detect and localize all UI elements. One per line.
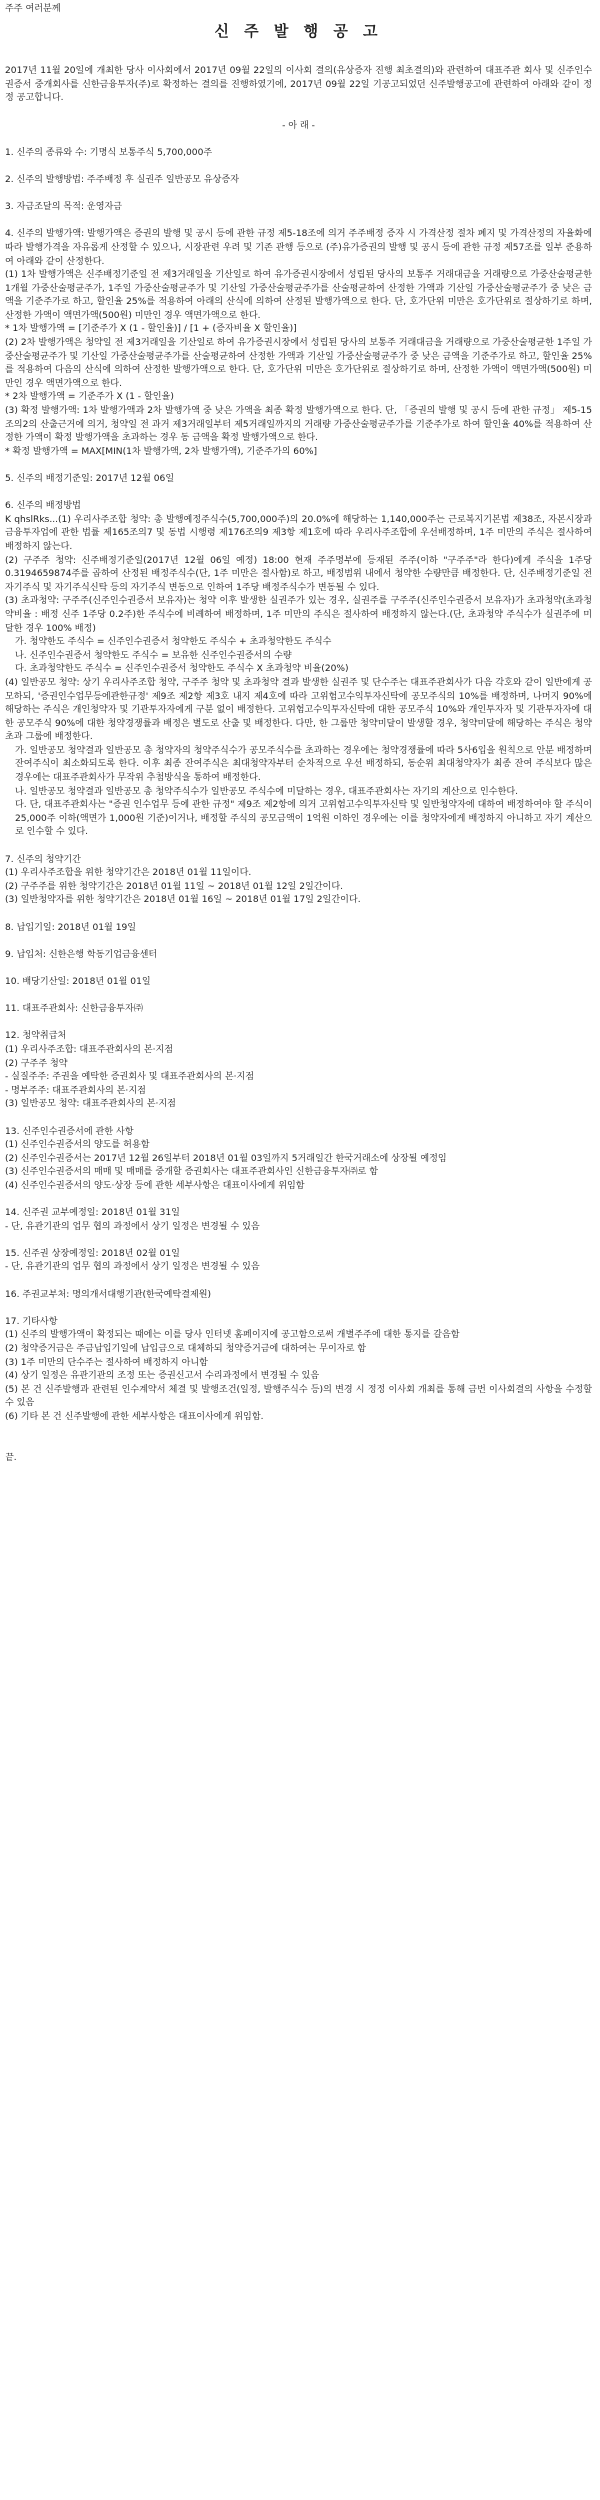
item-12-line: - 실질주주: 주권을 예탁한 증권회사 및 대표주관회사의 본·지점 [5, 1072, 255, 1083]
item-4-formula-1: * 1차 발행가액 = [기준주가 X (1 - 할인율)] / [1 + (증자비율 X 할인율)] [5, 324, 297, 335]
item-13-line: (3) 신주인수권증서의 매매 및 매매를 중개할 증권회사는 대표주관회사인 신한금융투자㈜로 함 [5, 1167, 379, 1178]
item-13-line: (2) 신주인수권증서는 2017년 12월 26일부터 2018년 01월 03일까지 5거래일간 한국거래소에 상장될 예정임 [5, 1153, 447, 1164]
item-1: 1. 신주의 종류와 수: 기명식 보통주식 5,700,000주 [5, 147, 213, 158]
center-label: - 아 래 - [282, 120, 315, 131]
item-13 [5, 1126, 592, 1194]
item-14-note: - 단, 유관기관의 업무 협의 과정에서 상기 일정은 변경될 수 있음 [5, 1221, 260, 1232]
item-6-line: 다. 단, 대표주관회사는 "증권 인수업무 등에 관한 규정" 제9조 제2항에 의거 고위험고수익투자신탁 및 일반청약자에 대하여 배정하여야 할 주식이 25,000주 이하(액면가 1,000원 기준)이거나, 배정할 주식의 공모금액이 1억원 이하인 경우에는 이를 청약자에게 배정하지 아니하고 자기 계산으로 인수할 수 있다. [15, 800, 592, 838]
greeting: 주주 여러분께 [5, 4, 61, 14]
item-11: 11. 대표주관회사: 신한금융투자㈜ [5, 1004, 143, 1015]
item-8: 8. 납입기일: 2018년 01월 19일 [5, 922, 137, 933]
item-12-heading: 12. 청약취급처 [5, 1031, 67, 1042]
item-6-line: 나. 일반공모 청약결과 일반공모 총 청약주식수가 일반공모 주식수에 미달하는 경우, 대표주관회사는 자기의 계산으로 인수한다. [15, 786, 519, 797]
item-12-line: (1) 우리사주조합: 대표주관회사의 본·지점 [5, 1044, 174, 1055]
item-6-heading: 6. 신주의 배정방법 [5, 501, 81, 512]
item-17-line: (3) 1주 미만의 단수주는 절사하여 배정하지 아니함 [5, 1357, 208, 1368]
item-13-line: (4) 신주인수권증서의 양도·상장 등에 관한 세부사항은 대표이사에게 위임함 [5, 1180, 305, 1191]
item-14-heading: 14. 신주권 교부예정일: 2018년 01월 31일 [5, 1208, 180, 1219]
item-6-line: K qhslRks...(1) 우리사주조합 청약: 총 발행예정주식수(5,700,000주)의 20.0%에 해당하는 1,140,000주는 근로복지기본법 제38조, 자본시장과 금융투자업에 관한 법률 제165조의7 및 동법 시행령 제176조의9 제3항 제1호에 따라 우리사주조합에 우선배정하며, 1주 미만의 주식은 절사하여 배정하지 않는다. [5, 514, 592, 552]
page-title: 신 주 발 행 공 고 [214, 21, 383, 40]
item-6-line: 가. 일반공모 청약결과 일반공모 총 청약자의 청약주식수가 공모주식수를 초과하는 경우에는 청약경쟁률에 따라 5사6입을 원칙으로 안분 배정하며 잔여주식이 최소화되도록 한다. 이후 최종 잔여주식은 최대청약자부터 순차적으로 우선 배정하되, 동순위 최대청약자가 최종 잔여 주식보다 많은 경우에는 대표주관회사가 무작위 추첨방식을 통하여 배정한다. [15, 745, 592, 784]
item-6 [5, 500, 592, 840]
item-12-line: (3) 일반공모 청약: 대표주관회사의 본·지점 [5, 1099, 176, 1110]
item-4-formula-2: * 2차 발행가액 = 기준주가 X (1 - 할인율) [5, 392, 174, 403]
intro-paragraph: 2017년 11월 20일에 개최한 당사 이사회에서 2017년 09월 22일의 이사회 결의(유상증자 진행 최초결의)와 관련하여 대표주관 회사 및 신주인수권증서 중개회사를 신한금융투자(주)로 확정하는 결의를 진행하였기에, 2017년 09월 22일 기공고되었던 신주발행공고에 관련하여 아래와 같이 정정 공고합니다. [5, 66, 592, 104]
item-16: 16. 주권교부처: 명의개서대행기관(한국예탁결제원) [5, 1289, 212, 1300]
closing-mark: 끝. [5, 1452, 17, 1463]
item-12-line: (2) 구주주 청약 [5, 1058, 68, 1069]
item-4-formula-3: * 확정 발행가액 = MAX[MIN(1차 발행가액, 2차 발행가액), 기준주가의 60%] [5, 446, 318, 457]
item-2: 2. 신주의 발행방법: 주주배정 후 실권주 일반공모 유상증자 [5, 174, 240, 185]
item-17-line: (2) 청약증거금은 주금납입기일에 납입금으로 대체하되 청약증거금에 대하여는 무이자로 함 [5, 1344, 367, 1354]
item-12 [5, 1030, 592, 1112]
item-6-line: (4) 일반공모 청약: 상기 우리사주조합 청약, 구주주 청약 및 초과청약 결과 발생한 실권주 및 단수주는 대표주관회사가 다음 각호와 같이 일반에게 공모하되, '증권인수업무등에관한규정' 제9조 제2항 제3호 내지 제4호에 따라 고위험고수익투자신탁에 공모주식의 10%를 배정하며, 나머지 90%에 해당하는 주식은 개인청약자 및 기관투자자에게 구분 없이 배정한다. 고위험고수익투자신탁에 대한 공모주식 10%와 개인투자자 및 기관투자자에 대한 공모주식 90%에 대한 청약경쟁률과 배정은 별도로 산출 및 배정한다. 다만, 한 그룹만 청약미달이 발생할 경우, 청약미달에 해당하는 주식은 청약초과 그룹에 배정한다. [5, 677, 592, 743]
item-5: 5. 신주의 배정기준일: 2017년 12월 06일 [5, 474, 175, 484]
item-15-heading: 15. 신주권 상장예정일: 2018년 02월 01일 [5, 1248, 180, 1259]
item-9: 9. 납입처: 신한은행 학동기업금융센터 [5, 949, 158, 960]
item-10: 10. 배당기산일: 2018년 01월 01일 [5, 976, 151, 987]
item-17-line: (1) 신주의 발행가액이 확정되는 때에는 이를 당사 인터넷 홈페이지에 공고함으로써 개별주주에 대한 통지를 갈음함 [5, 1330, 460, 1341]
item-6-line: (3) 초과청약: 구주주(신주인수권증서 보유자)는 청약 이후 발생한 실권주가 있는 경우, 실권주를 구주주(신주인수권증서 보유자)가 초과청약(초과청약비율 : 배정 신주 1주당 0.2주)한 주식수에 비례하여 배정하며, 1주 미만의 주식은 절사하여 배정하지 않는다.(단, 초과청약 주식수가 실권주에 미달한 경우 100% 배정) [5, 596, 592, 634]
item-6-line: 다. 초과청약한도 주식수 = 신주인수권증서 청약한도 주식수 X 초과청약 비율(20%) [15, 664, 349, 675]
item-4-paragraph-3: (3) 확정 발행가액: 1차 발행가액과 2차 발행가액 중 낮은 가액을 최종 확정 발행가액으로 한다. 단, 「증권의 발행 및 공시 등에 관한 규정」 제5-15조의2의 산출근거에 의거, 청약일 전 과거 제3거래일부터 제5거래일까지의 거래량 가중산술평균주가를 기준주가로 하여 할인율 40%를 적용하여 산정한 가액이 확정 발행가액을 초과하는 경우 동 금액을 확정 발행가액으로 한다. [5, 406, 592, 444]
item-17-line: (6) 기타 본 건 신주발행에 관한 세부사항은 대표이사에게 위임함. [5, 1411, 264, 1422]
item-4 [5, 228, 592, 459]
item-15-note: - 단, 유관기관의 업무 협의 과정에서 상기 일정은 변경될 수 있음 [5, 1262, 260, 1273]
item-7-heading: 7. 신주의 청약기간 [5, 854, 81, 865]
item-4-paragraph-1: (1) 1차 발행가액은 신주배정기준일 전 제3거래일을 기산일로 하여 유가증권시장에서 성립된 당사의 보통주 거래대금을 거래량으로 가중산술평균한 1개월 가중산술평균주가, 1주일 가중산술평균주가 및 기산일 가중산술평균주가를 산술평균하여 산정한 가액과 기산일 가중산술평균주가 중 낮은 금액을 기준주가로 하고, 할인율 25%를 적용하여 아래의 산식에 의하여 산정된 발행가액으로 한다. 단, 호가단위 미만은 호가단위로 절상하기로 하며, 산정한 가액이 액면가액(500원) 미만인 경우 액면가액으로 한다. [5, 270, 592, 321]
item-7-line: (2) 구주주를 위한 청약기간은 2018년 01월 11일 ~ 2018년 01월 12일 2일간이다. [5, 881, 344, 892]
item-4-paragraph-2: (2) 2차 발행가액은 청약일 전 제3거래일을 기산일로 하여 유가증권시장에서 성립된 당사의 보통주 거래대금을 거래량으로 가중산술평균한 1주일 가중산술평균주가 및 기산일 가중산술평균주가를 산술평균하여 산정한 가액과 기산일 가중산술평균주가 중 낮은 금액을 기준주가로 하고, 할인율 25%를 적용하여 다음의 산식에 의하여 산정한 발행가액으로 한다. 단, 호가단위 미만은 호가단위로 절상하기로 하며, 산정한 가액이 액면가액(500원) 미만인 경우 액면가액으로 한다. [5, 338, 592, 389]
item-15 [5, 1248, 592, 1275]
item-6-line: 나. 신주인수권증서 청약한도 주식수 = 보유한 신주인수권증서의 수량 [15, 650, 292, 661]
item-3: 3. 자금조달의 목적: 운영자금 [5, 202, 123, 213]
item-13-line: (1) 신주인수권증서의 양도를 허용함 [5, 1140, 150, 1151]
item-7-line: (3) 일반청약자를 위한 청약기간은 2018년 01월 16일 ~ 2018년 01월 17일 2일간이다. [5, 895, 361, 906]
item-7-line: (1) 우리사주조합을 위한 청약기간은 2018년 01월 11일이다. [5, 868, 252, 879]
item-17-line: (4) 상기 일정은 유관기관의 조정 또는 증권신고서 수리과정에서 변경될 수 있음 [5, 1371, 320, 1382]
item-6-line: (2) 구주주 청약: 신주배정기준일(2017년 12월 06일 예정) 18:00 현재 주주명부에 등재된 주주(이하 "구주주"라 한다)에게 주식을 1주당 0.3194659874주를 곱하여 산정된 배정주식수(단, 1주 미만은 절사함)로 하고, 배정범위 내에서 청약한 수량만큼 배정한다. 단, 신주배정기준일 전 자기주식 및 자기주식신탁 등의 자기주식 변동으로 인하여 1주당 배정주식수가 변동될 수 있다. [5, 555, 592, 593]
item-17-heading: 17. 기타사항 [5, 1316, 58, 1327]
item-13-heading: 13. 신주인수권증서에 관한 사항 [5, 1126, 134, 1137]
item-17-line: (5) 본 건 신주발행과 관련된 인수계약서 체결 및 발행조건(일정, 발행주식수 등)의 변경 시 정정 이사회 개최를 통해 금번 이사회결의 사항을 수정할 수 있음 [5, 1384, 592, 1409]
item-4-heading: 4. 신주의 발행가액: 발행가액은 증권의 발행 및 공시 등에 관한 규정 제5-18조에 의거 주주배정 증자 시 가격산정 절차 폐지 및 가격산정의 자율화에 따라 발행가격을 자유롭게 산정할 수 있으나, 시장관련 우려 및 기존 관행 등으로 (주)유가증권의 발행 및 공시 등에 관한 규정 제57조를 일부 준용하여 아래와 같이 산정한다. [5, 229, 592, 267]
item-14 [5, 1207, 592, 1234]
item-6-line: 가. 청약한도 주식수 = 신주인수권증서 청약한도 주식수 + 초과청약한도 주식수 [15, 637, 332, 648]
item-7 [5, 854, 592, 908]
item-17 [5, 1316, 592, 1425]
item-12-line: - 명부주주: 대표주관회사의 본·지점 [5, 1085, 146, 1096]
